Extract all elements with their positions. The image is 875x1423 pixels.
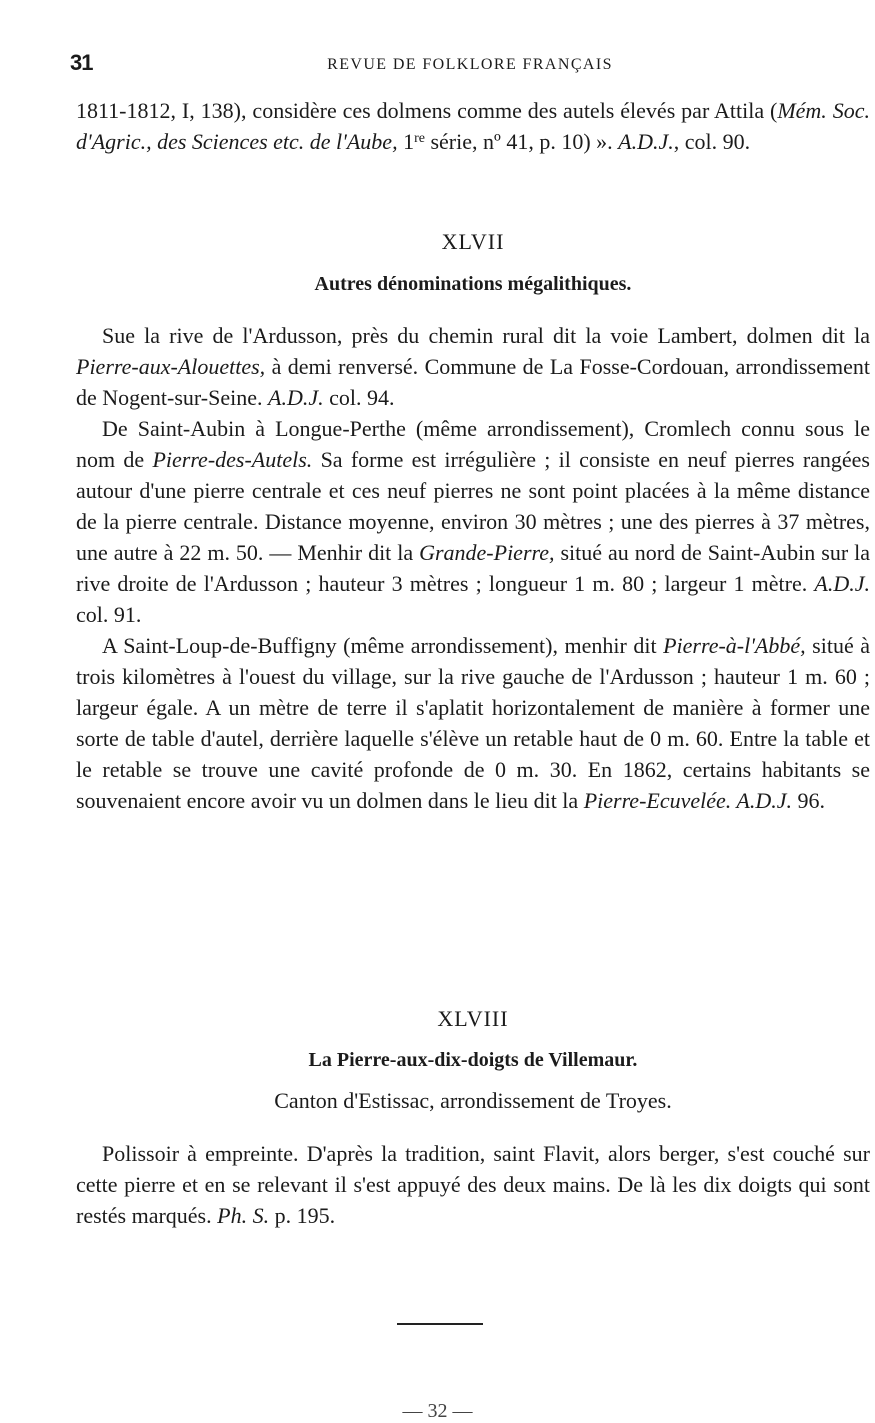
canton-line: Canton d'Estissac, arrondissement de Troyes. <box>274 1088 672 1113</box>
continued-paragraph: 1811-1812, I, 138), considère ces dolmens comme des autels élevés par Attila (Mém. Soc. d'Agric., des Sciences etc. de l'Aube, 1re série, nº 41, p. 10) ». A.D.J., col. 90. <box>76 98 870 154</box>
section-47-body <box>76 320 870 816</box>
running-title: REVUE DE FOLKLORE FRANÇAIS <box>327 56 613 73</box>
section-number-xlvii: XLVII <box>441 229 505 254</box>
folio-number: 31 <box>70 50 93 75</box>
page-header <box>70 50 870 80</box>
footer-rule <box>397 1323 483 1325</box>
section-number-xlviii: XLVIII <box>437 1006 509 1031</box>
paragraph-saint-aubin: De Saint-Aubin à Longue-Perthe (même arrondissement), Cromlech connu sous le nom de Pierre-des-Autels. Sa forme est irrégulière ; il consiste en neuf pierres rangées autour d'une pierre centrale et ces neuf pierres ne sont point placées à la même distance de la pierre centrale. Distance moyenne, environ 30 mètres ; une des pierres à 37 mètres, une autre à 22 m. 50. — Menhir dit la Grande-Pierre, situé au nord de Saint-Aubin sur la rive droite de l'Ardusson ; hauteur 3 mètres ; longueur 1 m. 80 ; largeur 1 mètre. A.D.J. col. 91. <box>76 416 870 627</box>
paragraph-polissoir: Polissoir à empreinte. D'après la tradition, saint Flavit, alors berger, s'est couché sur cette pierre et en se relevant il s'est appuyé des deux mains. De là les dix doigts qui sont restés marqués. Ph. S. p. 195. <box>76 1141 870 1228</box>
section-title-megalithiques: Autres dénominations mégalithiques. <box>314 273 632 295</box>
section-title-villemaur: La Pierre-aux-dix-doigts de Villemaur. <box>308 1049 638 1071</box>
section-48-body <box>76 1138 870 1231</box>
paragraph-saint-loup: A Saint-Loup-de-Buffigny (même arrondissement), menhir dit Pierre-à-l'Abbé, situé à trois kilomètres à l'ouest du village, sur la rive gauche de l'Ardusson ; hauteur 1 m. 60 ; largeur égale. A un mètre de terre il s'aplatit horizontalement de manière à former une sorte de table d'autel, derrière laquelle s'élève un retable haut de 0 m. 60. Entre la table et le retable se trouve une cavité profonde de 0 m. 30. En 1862, certains habitants se souvenaient encore avoir vu un dolmen dans le lieu dit la Pierre-Ecuvelée. A.D.J. 96. <box>76 633 870 813</box>
paragraph-ardusson: Sue la rive de l'Ardusson, près du chemin rural dit la voie Lambert, dolmen dit la Pierre-aux-Alouettes, à demi renversé. Commune de La Fosse-Cordouan, arrondissement de Nogent-sur-Seine. A.D.J. col. 94. <box>76 323 870 410</box>
page-number: — 32 — <box>402 1400 473 1422</box>
